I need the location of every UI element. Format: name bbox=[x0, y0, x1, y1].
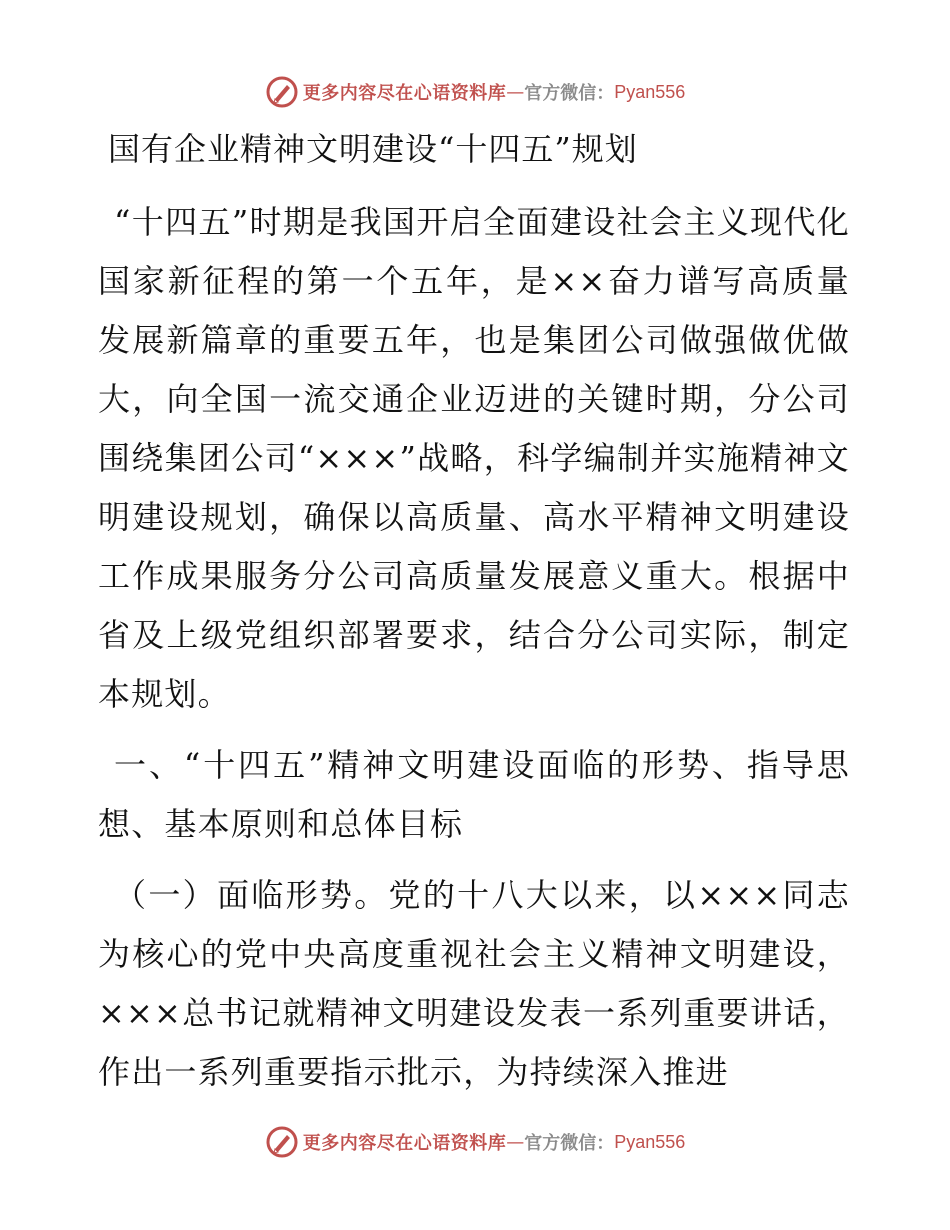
watermark-account: Pyan556 bbox=[614, 81, 686, 102]
watermark-official-label: 官方微信： bbox=[524, 1133, 615, 1154]
watermark-footer bbox=[0, 1122, 950, 1162]
watermark-header bbox=[0, 72, 950, 112]
watermark-brand: 更多内容尽在心语资料库 bbox=[302, 83, 507, 104]
watermark-official-label: 官方微信： bbox=[524, 83, 615, 104]
pen-logo-icon bbox=[265, 1125, 299, 1159]
paragraph-situation: （一）面临形势。党的十八大以来，以×××同志为核心的党中央高度重视社会主义精神文明建设，×××总书记就精神文明建设发表一系列重要讲话，作出一系列重要指示批示，为持续深入推进 bbox=[98, 876, 850, 1091]
watermark-brand: 更多内容尽在心语资料库 bbox=[302, 1133, 507, 1154]
paragraph-intro: “十四五”时期是我国开启全面建设社会主义现代化国家新征程的第一个五年，是××奋力谱写高质量发展新篇章的重要五年，也是集团公司做强做优做大，向全国一流交通企业迈进的关键时期，分公司围绕集团公司“×××”战略，科学编制并实施精神文明建设规划，确保以高质量、高水平精神文明建设工作成果服务分公司高质量发展意义重大。根据中省及上级党组织部署要求，结合分公司实际，制定本规划。 bbox=[98, 203, 850, 713]
pen-logo-icon bbox=[265, 75, 299, 109]
watermark-dash: — bbox=[506, 81, 525, 103]
section-heading-1: 一、“十四五”精神文明建设面临的形势、指导思想、基本原则和总体目标 bbox=[98, 746, 850, 843]
document-title: 国有企业精神文明建设“十四五”规划 bbox=[108, 130, 638, 168]
watermark-dash: — bbox=[506, 1131, 525, 1153]
watermark-account: Pyan556 bbox=[614, 1131, 686, 1152]
